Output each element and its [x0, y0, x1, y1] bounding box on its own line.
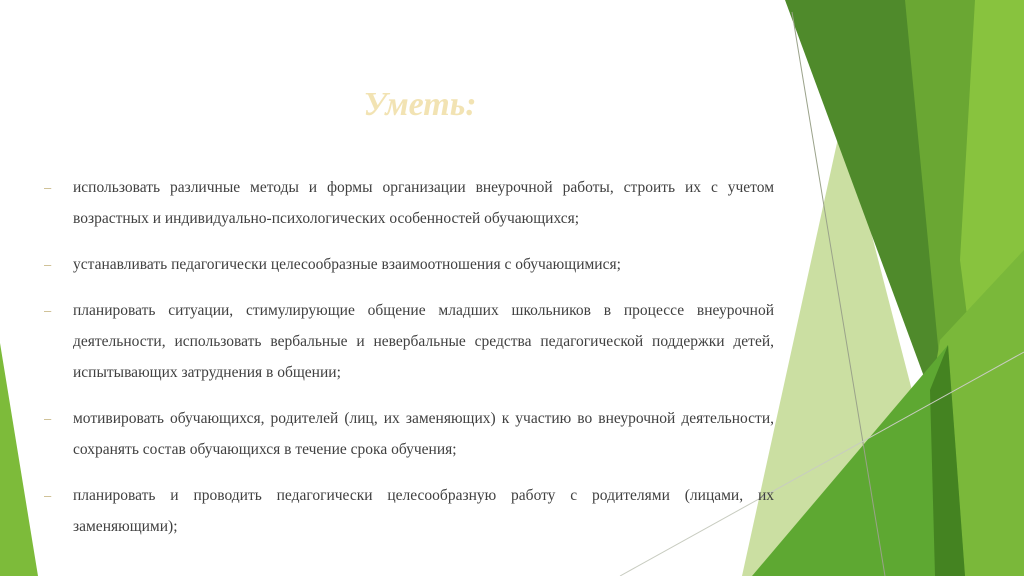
- dash-bullet: –: [44, 488, 52, 503]
- list-item: [44, 403, 774, 465]
- list-item-text: планировать ситуации, стимулирующие общение младших школьников в процессе внеурочной деятельности, использовать вербальные и невербальные средства педагогической поддержки детей, испытывающих затруднения в общении;: [73, 302, 774, 381]
- list-item-text: планировать и проводить педагогически целесообразную работу с родителями (лицами, их заменяющими);: [73, 487, 774, 535]
- list-item: [44, 172, 774, 234]
- list-item: [44, 480, 774, 542]
- list-item-text: мотивировать обучающихся, родителей (лиц, их заменяющих) к участию во внеурочной деятельности, сохранять состав обучающихся в течение срока обучения;: [73, 410, 774, 458]
- list-item-text: использовать различные методы и формы организации внеурочной работы, строить их с учетом возрастных и индивидуально-психологических особенностей обучающихся;: [73, 179, 774, 227]
- slide-title: Уметь:: [363, 86, 477, 123]
- left-green-wedge: [0, 343, 38, 576]
- list-item: [44, 295, 774, 388]
- dash-bullet: –: [44, 411, 52, 426]
- list-item-text: устанавливать педагогически целесообразные взаимоотношения с обучающимися;: [73, 256, 621, 273]
- list-item: [44, 249, 774, 280]
- dash-bullet: –: [44, 303, 52, 318]
- dash-bullet: –: [44, 257, 52, 272]
- skills-list: [44, 172, 774, 557]
- dash-bullet: –: [44, 180, 52, 195]
